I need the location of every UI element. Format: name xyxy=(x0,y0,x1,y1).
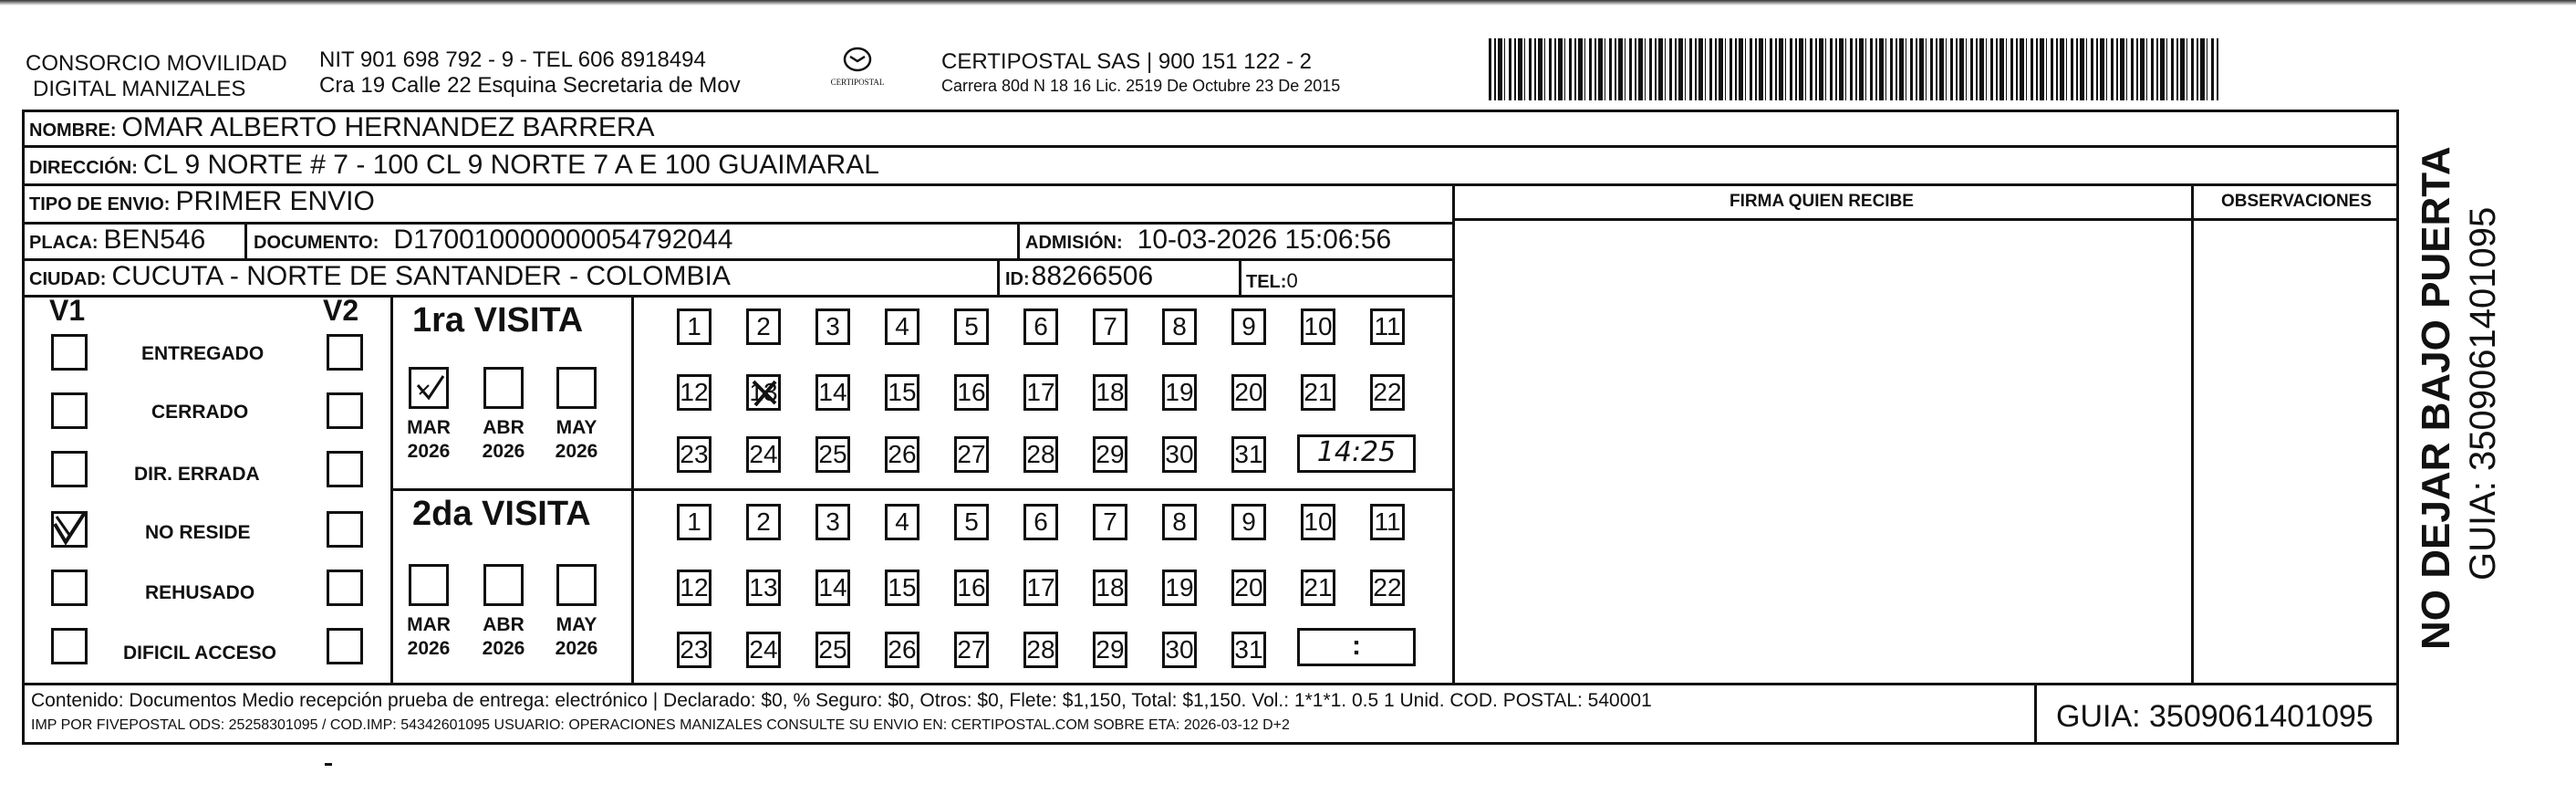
day-box[interactable] xyxy=(1301,374,1335,411)
day-box[interactable] xyxy=(1023,504,1058,540)
company-name xyxy=(26,51,287,102)
month-label-abr: ABR 2026 xyxy=(482,417,525,462)
v1-checkbox[interactable] xyxy=(51,570,88,606)
day-box[interactable] xyxy=(954,436,989,473)
month-box-may[interactable] xyxy=(556,367,597,409)
day-box[interactable] xyxy=(815,374,850,411)
day-box[interactable] xyxy=(1162,308,1197,345)
day-number: 21 xyxy=(1304,573,1333,601)
documento-label: DOCUMENTO: xyxy=(254,233,379,253)
day-box[interactable] xyxy=(1023,308,1058,345)
month-label-may: MAY 2026 xyxy=(555,417,598,462)
documento-field xyxy=(254,224,732,259)
company-line2: DIGITAL MANIZALES xyxy=(33,77,246,101)
day-number: 11 xyxy=(1374,507,1401,536)
nombre-label: NOMBRE: xyxy=(29,120,117,141)
v1-label: V1 xyxy=(49,294,86,327)
day-number: 5 xyxy=(964,312,979,340)
day-number: 24 xyxy=(749,635,778,664)
day-box[interactable] xyxy=(1301,504,1335,540)
day-number: 3 xyxy=(826,312,840,340)
day-number: 22 xyxy=(1373,573,1402,601)
day-number: 29 xyxy=(1096,440,1125,468)
day-box[interactable] xyxy=(1093,570,1127,606)
month-label-mar: MAR 2026 xyxy=(407,417,451,462)
day-box[interactable] xyxy=(954,632,989,668)
day-box[interactable] xyxy=(677,632,712,668)
day-box[interactable] xyxy=(746,504,781,540)
day-number: 25 xyxy=(818,635,847,664)
day-number: 6 xyxy=(1034,312,1048,340)
v2-checkbox[interactable] xyxy=(327,392,363,429)
status-no-reside: NO RESIDE xyxy=(145,522,251,543)
day-number: 12 xyxy=(680,378,709,406)
day-number: 26 xyxy=(888,635,917,664)
month-label-may: MAY 2026 xyxy=(555,614,598,659)
day-box[interactable] xyxy=(1370,308,1405,345)
day-number: 21 xyxy=(1304,378,1333,406)
day-box[interactable] xyxy=(1093,374,1127,411)
v2-checkbox[interactable] xyxy=(327,451,363,487)
placa-value: BEN546 xyxy=(103,225,206,255)
day-box[interactable] xyxy=(1093,632,1127,668)
day-number: 4 xyxy=(895,312,909,340)
day-number: 9 xyxy=(1241,507,1256,536)
day-box[interactable] xyxy=(677,308,712,345)
day-box[interactable] xyxy=(1093,504,1127,540)
day-mark-icon xyxy=(746,374,781,411)
tel-label: TEL: xyxy=(1246,272,1287,292)
day-number: 19 xyxy=(1165,378,1194,406)
day-number: 11 xyxy=(1374,312,1401,340)
month-box-mar[interactable] xyxy=(409,367,449,409)
v1-checkbox[interactable] xyxy=(51,334,88,371)
day-box[interactable] xyxy=(677,570,712,606)
day-number: 23 xyxy=(680,635,709,664)
v1-checkbox[interactable] xyxy=(51,511,88,548)
day-number: 5 xyxy=(964,507,979,536)
day-box[interactable] xyxy=(1301,308,1335,345)
certipostal-logo xyxy=(826,46,889,87)
address-line: Cra 19 Calle 22 Esquina Secretaria de Mov xyxy=(319,73,741,98)
day-number: 4 xyxy=(895,507,909,536)
day-box[interactable] xyxy=(1023,374,1058,411)
day-box[interactable] xyxy=(815,632,850,668)
carrier-line2: Carrera 80d N 18 16 Lic. 2519 De Octubre 23 De 2015 xyxy=(941,77,1341,95)
day-box[interactable] xyxy=(1231,632,1266,668)
day-number: 28 xyxy=(1026,440,1055,468)
day-box[interactable] xyxy=(1023,436,1058,473)
day-box[interactable] xyxy=(885,436,919,473)
day-box[interactable] xyxy=(1093,308,1127,345)
day-box[interactable] xyxy=(1162,504,1197,540)
day-number: 9 xyxy=(1241,312,1256,340)
day-box[interactable] xyxy=(1162,436,1197,473)
firma-label: FIRMA QUIEN RECIBE xyxy=(1729,192,1914,211)
day-box[interactable] xyxy=(1370,570,1405,606)
day-box[interactable] xyxy=(815,308,850,345)
day-box[interactable] xyxy=(815,436,850,473)
day-number: 14 xyxy=(818,573,847,601)
day-number: 3 xyxy=(826,507,840,536)
nombre-field xyxy=(29,111,655,147)
day-number: 7 xyxy=(1103,507,1117,536)
day-number: 2 xyxy=(756,312,771,340)
tipo-value: PRIMER ENVIO xyxy=(175,186,375,216)
day-number: 24 xyxy=(749,440,778,468)
v1-checkbox[interactable] xyxy=(51,392,88,429)
month-box-abr[interactable] xyxy=(483,564,524,606)
day-box[interactable] xyxy=(954,570,989,606)
second-visit-time-box[interactable] xyxy=(1297,628,1416,666)
month-mark-icon xyxy=(409,367,449,409)
observaciones-label: OBSERVACIONES xyxy=(2220,192,2373,211)
status-dir-errada: DIR. ERRADA xyxy=(134,464,260,485)
v2-checkbox[interactable] xyxy=(327,334,363,371)
tipo-field xyxy=(29,185,375,221)
day-number: 8 xyxy=(1172,507,1187,536)
day-number: 17 xyxy=(1026,573,1055,601)
day-number: 16 xyxy=(957,378,986,406)
day-number: 10 xyxy=(1304,507,1333,536)
day-number: 12 xyxy=(680,573,709,601)
day-number: 1 xyxy=(687,312,701,340)
day-number: 6 xyxy=(1034,507,1048,536)
check-mark-icon xyxy=(51,511,88,548)
second-visit-time: : xyxy=(1352,631,1361,661)
day-box[interactable] xyxy=(1301,570,1335,606)
day-number: 16 xyxy=(957,573,986,601)
day-number: 30 xyxy=(1165,635,1194,664)
day-number: 17 xyxy=(1026,378,1055,406)
ciudad-value: CUCUTA - NORTE DE SANTANDER - COLOMBIA xyxy=(111,261,731,291)
id-field xyxy=(1005,260,1153,296)
imp-line: IMP POR FIVEPOSTAL ODS: 25258301095 / COD.IMP: 54342601095 USUARIO: OPERACIONES MANIZALES CONSULTE SU ENVIO EN: CERTIPOSTAL.COM SOBRE ETA: 2026-03-12 D+2 xyxy=(31,717,1290,733)
day-box[interactable] xyxy=(1231,436,1266,473)
month-label-mar: MAR 2026 xyxy=(407,614,451,659)
day-box[interactable] xyxy=(1162,570,1197,606)
tipo-label: TIPO DE ENVIO: xyxy=(29,194,171,214)
day-box[interactable] xyxy=(1162,632,1197,668)
day-box[interactable] xyxy=(885,374,919,411)
scan-mark xyxy=(325,763,332,766)
nit-line: NIT 901 698 792 - 9 - TEL 606 8918494 xyxy=(319,47,706,72)
day-box[interactable] xyxy=(954,504,989,540)
carrier-line1: CERTIPOSTAL SAS | 900 151 122 - 2 xyxy=(941,49,1312,74)
day-number: 27 xyxy=(957,440,986,468)
day-number: 18 xyxy=(1096,573,1125,601)
day-box[interactable] xyxy=(1162,374,1197,411)
day-box[interactable] xyxy=(1093,436,1127,473)
day-box[interactable] xyxy=(746,308,781,345)
company-line1: CONSORCIO MOVILIDAD xyxy=(26,51,287,76)
day-number: 26 xyxy=(888,440,917,468)
id-label: ID: xyxy=(1005,269,1030,289)
nombre-value: OMAR ALBERTO HERNANDEZ BARRERA xyxy=(121,112,655,142)
day-number: 1 xyxy=(687,507,701,536)
day-box[interactable] xyxy=(815,504,850,540)
scan-edge xyxy=(0,0,2576,5)
month-box-mar[interactable] xyxy=(409,564,449,606)
day-number: 31 xyxy=(1234,635,1263,664)
day-number: 18 xyxy=(1096,378,1125,406)
status-cerrado: CERRADO xyxy=(151,402,249,423)
placa-field xyxy=(29,224,205,259)
day-box[interactable] xyxy=(885,504,919,540)
first-visit-time-box[interactable] xyxy=(1297,434,1416,473)
contenido-line: Contenido: Documentos Medio recepción prueba de entrega: electrónico | Declarado: $0, % Seguro: $0, Otros: $0, Flete: $1,150, Total: $1,150. Vol.: 1*1*1. 0.5 1 Unid. COD. POSTAL: 540001 xyxy=(31,690,1652,711)
day-number: 13 xyxy=(749,378,778,406)
day-number: 15 xyxy=(888,573,917,601)
admision-value: 10-03-2026 15:06:56 xyxy=(1137,225,1392,255)
day-number: 27 xyxy=(957,635,986,664)
day-box[interactable] xyxy=(1231,374,1266,411)
day-box[interactable] xyxy=(1370,504,1405,540)
direccion-label: DIRECCIÓN: xyxy=(29,158,138,178)
day-number: 22 xyxy=(1373,378,1402,406)
day-box[interactable] xyxy=(746,632,781,668)
no-dejar-bajo-puerta: NO DEJAR BAJO PUERTA xyxy=(2414,146,2458,650)
day-number: 14 xyxy=(818,378,847,406)
v2-checkbox[interactable] xyxy=(327,511,363,548)
ciudad-label: CIUDAD: xyxy=(29,269,107,289)
day-box[interactable] xyxy=(885,632,919,668)
day-number: 20 xyxy=(1234,378,1263,406)
day-number: 7 xyxy=(1103,312,1117,340)
day-number: 28 xyxy=(1026,635,1055,664)
day-box[interactable] xyxy=(746,570,781,606)
day-number: 13 xyxy=(749,573,778,601)
day-number: 31 xyxy=(1234,440,1263,468)
day-box[interactable] xyxy=(815,570,850,606)
status-rehusado: REHUSADO xyxy=(145,582,255,603)
day-number: 29 xyxy=(1096,635,1125,664)
second-visit-title: 2da VISITA xyxy=(412,495,591,533)
admision-field xyxy=(1025,224,1391,259)
day-box[interactable] xyxy=(1231,504,1266,540)
status-dificil-acceso: DIFICIL ACCESO xyxy=(123,643,277,664)
day-number: 20 xyxy=(1234,573,1263,601)
first-visit-time: 14:25 xyxy=(1316,436,1397,468)
direccion-field xyxy=(29,149,879,184)
day-box[interactable] xyxy=(1023,632,1058,668)
day-box[interactable] xyxy=(746,436,781,473)
v2-checkbox[interactable] xyxy=(327,628,363,664)
tel-field xyxy=(1246,263,1298,298)
day-box[interactable] xyxy=(885,570,919,606)
logo-text: CERTIPOSTAL xyxy=(830,78,885,87)
day-number: 30 xyxy=(1165,440,1194,468)
day-number: 19 xyxy=(1165,573,1194,601)
day-box[interactable] xyxy=(677,504,712,540)
month-box-abr[interactable] xyxy=(483,367,524,409)
status-entregado: ENTREGADO xyxy=(141,343,265,364)
documento-value: D170010000000054792044 xyxy=(393,225,733,255)
admision-label: ADMISIÓN: xyxy=(1025,233,1123,253)
barcode xyxy=(1489,38,2220,100)
company-contact xyxy=(319,47,741,99)
day-number: 8 xyxy=(1172,312,1187,340)
v2-label: V2 xyxy=(323,294,359,327)
first-visit-title: 1ra VISITA xyxy=(412,301,584,340)
month-label-abr: ABR 2026 xyxy=(482,614,525,659)
day-box[interactable] xyxy=(954,308,989,345)
day-box[interactable] xyxy=(1231,570,1266,606)
day-number: 23 xyxy=(680,440,709,468)
tel-value: 0 xyxy=(1286,269,1298,292)
day-box[interactable] xyxy=(1231,308,1266,345)
day-box[interactable] xyxy=(677,374,712,411)
day-number: 2 xyxy=(756,507,771,536)
v1-checkbox[interactable] xyxy=(51,628,88,664)
day-box[interactable] xyxy=(677,436,712,473)
day-box[interactable] xyxy=(746,374,781,411)
day-number: 25 xyxy=(818,440,847,468)
placa-label: PLACA: xyxy=(29,233,99,253)
direccion-value: CL 9 NORTE # 7 - 100 CL 9 NORTE 7 A E 100 GUAIMARAL xyxy=(142,150,879,180)
ciudad-field xyxy=(29,260,731,296)
day-box[interactable] xyxy=(885,308,919,345)
day-box[interactable] xyxy=(1370,374,1405,411)
carrier-info xyxy=(941,49,1340,96)
month-box-may[interactable] xyxy=(556,564,597,606)
day-box[interactable] xyxy=(1023,570,1058,606)
day-number: 10 xyxy=(1304,312,1333,340)
logo-icon xyxy=(841,46,874,73)
id-value: 88266506 xyxy=(1031,261,1154,291)
side-guia: GUIA: 3509061401095 xyxy=(2463,206,2503,580)
v1-checkbox[interactable] xyxy=(51,451,88,487)
day-box[interactable] xyxy=(954,374,989,411)
v2-checkbox[interactable] xyxy=(327,570,363,606)
day-number: 15 xyxy=(888,378,917,406)
guia-box: GUIA: 3509061401095 xyxy=(2056,699,2373,734)
